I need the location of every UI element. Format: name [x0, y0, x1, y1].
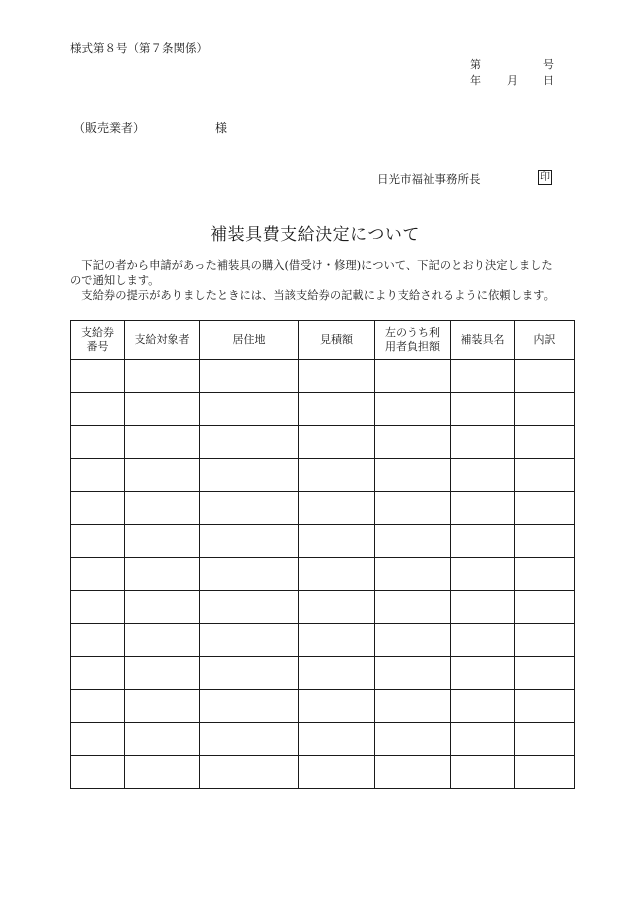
table-cell[interactable] [515, 756, 575, 789]
document-title: 補装具費支給決定について [210, 225, 420, 245]
table-row [71, 657, 575, 690]
table-cell[interactable] [515, 591, 575, 624]
table-cell[interactable] [125, 525, 200, 558]
table-cell[interactable] [299, 558, 375, 591]
table-cell[interactable] [451, 459, 515, 492]
table-cell[interactable] [200, 591, 299, 624]
table-cell[interactable] [71, 393, 125, 426]
form-number: 様式第８号（第７条関係） [70, 41, 208, 55]
table-cell[interactable] [451, 426, 515, 459]
table-cell[interactable] [200, 393, 299, 426]
column-header-user-burden: 左のうち利 用者負担額 [375, 321, 451, 360]
table-cell[interactable] [451, 360, 515, 393]
table-cell[interactable] [71, 624, 125, 657]
table-cell[interactable] [375, 393, 451, 426]
table-cell[interactable] [200, 657, 299, 690]
table-row [71, 492, 575, 525]
table-row [71, 525, 575, 558]
table-cell[interactable] [451, 525, 515, 558]
column-header-estimate: 見積額 [299, 321, 375, 360]
table-cell[interactable] [125, 360, 200, 393]
table-cell[interactable] [515, 690, 575, 723]
table-cell[interactable] [375, 624, 451, 657]
table-cell[interactable] [125, 591, 200, 624]
table-cell[interactable] [375, 360, 451, 393]
table-row [71, 459, 575, 492]
table-cell[interactable] [299, 393, 375, 426]
table-row [71, 723, 575, 756]
table-cell[interactable] [71, 459, 125, 492]
table-cell[interactable] [71, 558, 125, 591]
table-cell[interactable] [515, 558, 575, 591]
table-cell[interactable] [200, 426, 299, 459]
table-cell[interactable] [375, 459, 451, 492]
seal-stamp: 印 [540, 172, 550, 183]
table-cell[interactable] [451, 690, 515, 723]
column-header-device-name: 補装具名 [451, 321, 515, 360]
table-cell[interactable] [299, 360, 375, 393]
table-cell[interactable] [200, 690, 299, 723]
table-cell[interactable] [125, 624, 200, 657]
table-cell[interactable] [515, 723, 575, 756]
table-row [71, 393, 575, 426]
table-cell[interactable] [375, 657, 451, 690]
table-cell[interactable] [71, 525, 125, 558]
table-cell[interactable] [299, 492, 375, 525]
table-cell[interactable] [299, 690, 375, 723]
table-cell[interactable] [375, 492, 451, 525]
table-cell[interactable] [71, 492, 125, 525]
table-cell[interactable] [71, 657, 125, 690]
table-cell[interactable] [71, 360, 125, 393]
table-cell[interactable] [299, 591, 375, 624]
table-row [71, 591, 575, 624]
table-cell[interactable] [515, 492, 575, 525]
table-cell[interactable] [299, 459, 375, 492]
table-cell[interactable] [515, 624, 575, 657]
table-cell[interactable] [125, 459, 200, 492]
table-cell[interactable] [451, 591, 515, 624]
table-cell[interactable] [299, 723, 375, 756]
table-cell[interactable] [71, 591, 125, 624]
payment-table [70, 320, 575, 789]
body-line-3: 支給券の提示がありましたときには、当該支給券の記載により支給されるように依頼します。 [70, 289, 555, 302]
date-year-label: 年 [470, 74, 481, 87]
table-body [71, 360, 575, 789]
table-cell[interactable] [375, 591, 451, 624]
table-cell[interactable] [451, 624, 515, 657]
table-cell[interactable] [375, 426, 451, 459]
addressee-vendor: （販売業者） [73, 121, 146, 135]
sender-office: 日光市福祉事務所長 [377, 172, 481, 186]
table-cell[interactable] [200, 558, 299, 591]
table-row [71, 756, 575, 789]
column-header-recipient: 支給対象者 [125, 321, 200, 360]
table-cell[interactable] [200, 756, 299, 789]
table-cell[interactable] [451, 558, 515, 591]
addressee-honorific: 様 [215, 121, 228, 135]
table-cell[interactable] [299, 624, 375, 657]
table-cell[interactable] [125, 723, 200, 756]
table-row [71, 624, 575, 657]
table-cell[interactable] [71, 690, 125, 723]
table-cell[interactable] [451, 756, 515, 789]
column-header-breakdown: 内訳 [515, 321, 575, 360]
date-day-label: 日 [543, 74, 554, 87]
table-cell[interactable] [451, 393, 515, 426]
table-cell[interactable] [451, 723, 515, 756]
table-cell[interactable] [71, 723, 125, 756]
table-cell[interactable] [125, 558, 200, 591]
table-cell[interactable] [125, 756, 200, 789]
table-cell[interactable] [200, 459, 299, 492]
table-cell[interactable] [200, 525, 299, 558]
table-cell[interactable] [200, 360, 299, 393]
table-cell[interactable] [71, 756, 125, 789]
body-text [70, 258, 574, 303]
table-cell[interactable] [125, 690, 200, 723]
document-number-suffix: 号 [543, 58, 554, 71]
table-cell[interactable] [375, 690, 451, 723]
table-cell[interactable] [125, 393, 200, 426]
table-cell[interactable] [71, 426, 125, 459]
table-cell[interactable] [200, 492, 299, 525]
column-header-voucher-number: 支給券 番号 [71, 321, 125, 360]
table-cell[interactable] [200, 624, 299, 657]
table-row [71, 558, 575, 591]
table-cell[interactable] [200, 723, 299, 756]
table-cell[interactable] [515, 426, 575, 459]
table-cell[interactable] [299, 525, 375, 558]
body-line-2: ので通知します。 [70, 274, 160, 287]
table-cell[interactable] [299, 426, 375, 459]
table-cell[interactable] [375, 525, 451, 558]
table-cell[interactable] [125, 492, 200, 525]
table-row [71, 360, 575, 393]
body-line-1: 下記の者から申請があった補装具の購入(借受け・修理)について、下記のとおり決定しました [70, 259, 553, 272]
table-cell[interactable] [451, 657, 515, 690]
table-cell[interactable] [299, 657, 375, 690]
table-cell[interactable] [451, 492, 515, 525]
table-row [71, 690, 575, 723]
table-header-row [71, 321, 575, 360]
table-cell[interactable] [125, 657, 200, 690]
table-cell[interactable] [375, 723, 451, 756]
table-cell[interactable] [375, 756, 451, 789]
date-month-label: 月 [507, 74, 518, 87]
table-cell[interactable] [375, 558, 451, 591]
table-cell[interactable] [125, 426, 200, 459]
document-number-prefix: 第 [470, 58, 481, 71]
table-row [71, 426, 575, 459]
table-cell[interactable] [515, 459, 575, 492]
table-cell[interactable] [515, 657, 575, 690]
column-header-residence: 居住地 [200, 321, 299, 360]
table-cell[interactable] [515, 360, 575, 393]
table-cell[interactable] [299, 756, 375, 789]
table-cell[interactable] [515, 393, 575, 426]
table-cell[interactable] [515, 525, 575, 558]
